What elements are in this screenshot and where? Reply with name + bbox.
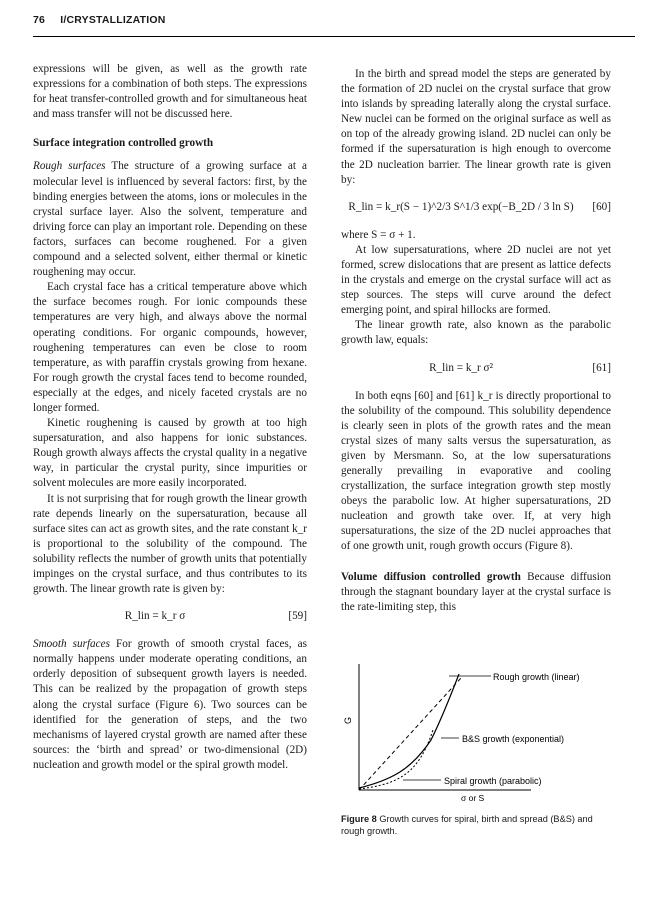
equation-number: [59] [288,610,307,623]
running-title: I/CRYSTALLIZATION [60,14,166,26]
caption-text: Growth curves for spiral, birth and spread (B&S) and rough growth. [341,814,593,836]
equation-60 [341,193,611,223]
label-bs: B&S growth (exponential) [462,734,565,744]
section-heading: Volume diffusion controlled growth [341,570,521,583]
figure-caption [341,813,613,837]
rough-growth-curve [359,678,461,790]
growth-curves-figure [341,660,623,802]
label-rough: Rough growth (linear) [493,672,580,682]
paragraph [33,637,307,773]
y-axis-label: G [343,716,353,724]
paragraph: expressions will be given, as well as the growth rate expressions for a combination of both steps. The expressions for heat transfer-controlled growth and for simultaneous heat and mass transfer will not be discussed here. [33,63,307,121]
run-in-heading: Smooth surfaces [33,638,110,651]
paragraph: where S = σ + 1. [341,228,416,241]
paragraph: In both eqns [60] and [61] k_r is directly proportional to the solubility of the compound. This solubility dependence is clearly seen in plots of the growth rates and the mean crystal sizes of many salts versus the supersaturation, as given by Mersmann. So, at the low supersaturations generally prevailing in evaporative and cooling crystallization, the surface integration growth step mostly obeys the parabolic low. At higher supersaturations, 2D nucleation and growth take over. If, at very high supersaturations, the size of the 2D nuclei approaches that of one growth unit, rough growth occurs (Figure 8). [341,389,611,553]
paragraph: Kinetic roughening is caused by growth at too high supersaturation, and also happens for ionic substances. Rough growth always affects the crystal quality in a negative way, in particular the crystal purity, since impurities or solvent molecules are more easily incorporated. [33,417,307,490]
equation-formula: R_lin = k_r σ² [429,361,493,374]
paragraph [341,570,611,615]
right-column [341,67,611,615]
paragraph-text: For growth of smooth crystal faces, as normally happens under moderate operating conditions, an orderly deposition of subsequent growth layers is needed. This can be realized by the propagation of growth steps along the crystal surface (Figure 6). Two sources can be identified for the generation of steps, and the two mechanisms of layered crystal growth are named after these sources: the ‘birth and spread’ or two-dimensional (2D) nucleation and growth model or the spiral growth model. [33,638,307,771]
x-axis-label: σ or S [461,793,485,802]
equation-61 [341,354,611,384]
paragraph: In the birth and spread model the steps are generated by the formation of 2D nuclei on the crystal surface that grow into islands by spreading laterally along the crystal surface. New nuclei can be formed on the original surface as well as on top of the already growing island. 2D nuclei can only be formed if the supersaturation is high enough to overcome the 2D nucleation barrier. The linear growth rate is given by: [341,68,611,186]
equation-formula: R_lin = k_r(S − 1)^2/3 S^1/3 exp(−B_2D / 3 ln S) [348,200,574,213]
paragraph-text: The structure of a growing surface at a molecular level is influenced by several factors: first, by the binding energies between the atoms, ions or molecules in the crystal surface layer. Also the solvent, temperature and driving force can play an important role. Depending on these factors, surfaces can become roughened. For a given compound and a selected solvent, either thermal or kinetic roughening may occur. [33,160,307,279]
paragraph: The linear growth rate, also known as the parabolic growth law, equals: [341,319,611,347]
header-rule [33,36,635,37]
caption-label: Figure 8 [341,814,377,824]
label-spiral: Spiral growth (parabolic) [444,776,542,786]
equation-number: [61] [592,361,611,374]
equation-number: [60] [592,200,611,213]
paragraph-text: Because diffusion through the stagnant boundary layer at the crystal surface is the rate-limiting step, this [341,570,611,613]
left-column [33,62,307,773]
paragraph: At low supersaturations, where 2D nuclei are not yet formed, screw dislocations that are present as lattice defects in the crystals and emerge on the crystal surface will act as step sources. The steps will curve around the defect emerging point, and spiral hillocks are formed. [341,243,611,317]
page-header [33,14,166,26]
section-heading: Surface integration controlled growth [33,137,214,150]
equation-formula: R_lin = k_r σ [124,610,186,623]
page-number: 76 [33,14,46,26]
bs-growth-curve [359,674,459,788]
run-in-heading: Rough surfaces [33,160,106,173]
paragraph: Each crystal face has a critical temperature above which the surface becomes rough. For ionic compounds these temperatures are very high, and always above the normal operating conditions. For organic compounds, however, roughening temperatures can even be close to room temperature, as with paraffin crystals growing from hexane. For rough growth the crystal faces tend to become rounded, especially at the edges, and nicely faceted crystals are no longer formed. [33,281,307,414]
paragraph [33,159,307,280]
paragraph: It is not surprising that for rough growth the linear growth rate depends linearly on the supersaturation, because all surface sites can act as growth sites, and the rate constant k_r is proportional to the solubility of the compound. The solubility reflects the number of growth units that potentially impinges on the crystal surface, and thus contributes to its growth. The linear growth rate is given by: [33,492,307,596]
equation-59 [33,602,307,632]
